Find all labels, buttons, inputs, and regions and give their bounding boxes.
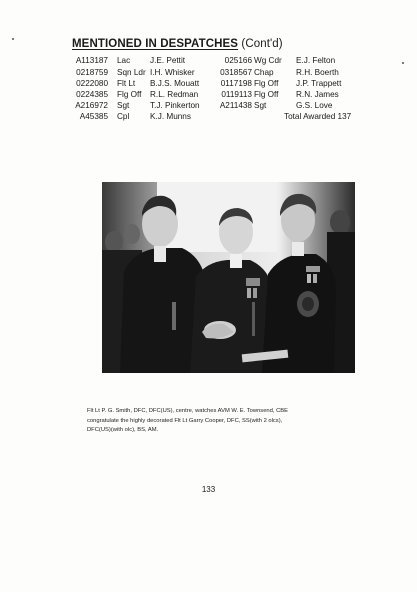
person-name: K.J. Munns: [150, 112, 191, 121]
caption-line: DFC(US)(with olc), BS, AM.: [87, 427, 159, 433]
caption-line: congratulate the highly decorated Flt Lt Garry Cooper, DFC, SS(with 2 olcs),: [87, 417, 283, 424]
service-number: 0318567: [220, 68, 252, 77]
person-name: R.H. Boerth: [296, 68, 339, 77]
service-number: 025166: [224, 56, 252, 65]
person-name: T.J. Pinkerton: [150, 101, 200, 110]
total-awarded: Total Awarded 137: [284, 112, 352, 121]
rank: Flt Lt: [117, 79, 136, 88]
person-name: J.P. Trappett: [296, 79, 342, 88]
person-name: R.N. James: [296, 90, 339, 99]
rank: Lac: [117, 56, 131, 65]
caption-line: Flt Lt P. G. Smith, DFC, DFC(US), centre, watches AVM W. E. Townsend, CBE: [87, 408, 289, 414]
section-heading: [72, 38, 283, 50]
person-name: R.L. Redman: [150, 90, 199, 99]
heading-title: MENTIONED IN DESPATCHES: [72, 38, 239, 50]
rank: Wg Cdr: [254, 56, 282, 65]
rank: Flg Off: [117, 90, 142, 99]
person-name: I.H. Whisker: [150, 68, 195, 77]
service-number: A113187: [75, 56, 108, 65]
service-number: 0119113: [221, 90, 252, 99]
service-number: A211438: [219, 101, 252, 110]
service-number: A45385: [79, 112, 108, 121]
person-name: J.E. Pettit: [150, 56, 186, 65]
person-name: B.J.S. Mouatt: [150, 79, 200, 88]
rank: Chap: [254, 68, 274, 77]
rank: Sqn Ldr: [117, 68, 146, 77]
scan-speck: [12, 38, 14, 40]
person-name: E.J. Felton: [296, 56, 336, 65]
service-number: 0117198: [220, 79, 252, 88]
ceremony-photo: [102, 182, 355, 373]
heading-continued: (Cont'd): [241, 38, 283, 50]
rank: Sgt: [254, 101, 267, 110]
rank: Flg Off: [254, 79, 279, 88]
photo-caption: [87, 407, 357, 436]
service-number: 0224385: [76, 90, 108, 99]
rank: Flg Off: [254, 90, 279, 99]
person-name: G.S. Love: [296, 101, 333, 110]
rank: Cpl: [117, 112, 130, 121]
service-number: A216972: [75, 101, 108, 110]
rank: Sgt: [117, 101, 130, 110]
page-number: 133: [201, 485, 216, 494]
photo-illustration: [102, 182, 355, 373]
scan-speck: [402, 62, 404, 64]
service-number: 0218759: [76, 68, 108, 77]
service-number: 0222080: [76, 79, 108, 88]
